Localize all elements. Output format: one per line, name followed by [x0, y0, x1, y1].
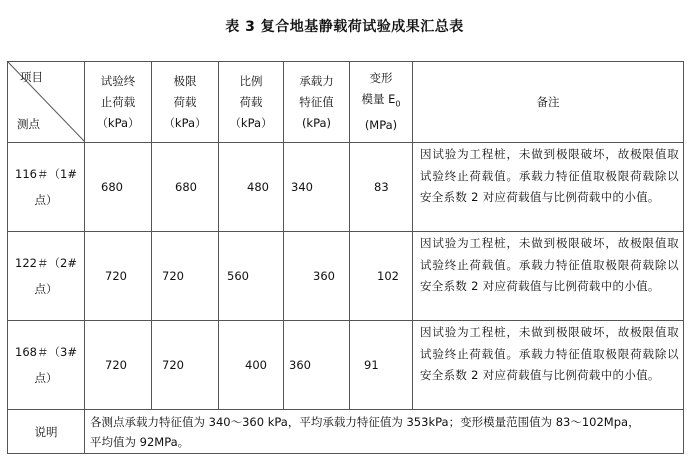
value-cell: 360 — [284, 321, 350, 410]
value-cell: 720 — [85, 321, 152, 410]
value-cell: 102 — [350, 232, 413, 321]
value-cell: 720 — [152, 321, 219, 410]
value-cell: 340 — [284, 143, 350, 232]
table-title: 表 3 复合地基静载荷试验成果汇总表 — [225, 19, 464, 35]
results-table — [7, 61, 684, 454]
table-row — [8, 143, 684, 232]
header-proportional-load: 比例 荷载 （kPa） — [219, 62, 284, 143]
value-cell: 680 — [152, 143, 219, 232]
note-row — [8, 410, 684, 454]
value-cell: 680 — [85, 143, 152, 232]
table-row — [8, 321, 684, 410]
value-cell: 360 — [284, 232, 350, 321]
corner-label-point: 测点 — [17, 117, 40, 131]
header-deformation-modulus: 变形 模量 $E_0$ (MPa) — [350, 62, 413, 143]
header-bearing-capacity: 承载力 特征值 (kPa) — [284, 62, 350, 143]
remark-cell: 因试验为工程桩，未做到极限破坏，故极限值取试验终止荷载值。承载力特征值取极限荷载除以安全系数 2 对应荷载值与比例荷载中的小值。 — [413, 143, 684, 232]
corner-header-cell — [8, 62, 85, 143]
remark-cell: 因试验为工程桩，未做到极限破坏，故极限值取试验终止荷载值。承载力特征值取极限荷载除以安全系数 2 对应荷载值与比例荷载中的小值。 — [413, 232, 684, 321]
note-label: 说明 — [8, 410, 85, 454]
point-cell: 122＃（2# 点） — [8, 232, 85, 321]
table-row — [8, 232, 684, 321]
header-row — [8, 62, 684, 143]
value-cell: 91 — [350, 321, 413, 410]
value-cell: 83 — [350, 143, 413, 232]
value-cell: 400 — [219, 321, 284, 410]
value-cell: 480 — [219, 143, 284, 232]
value-cell: 560 — [219, 232, 284, 321]
corner-label-item: 项目 — [20, 70, 43, 84]
note-text: 各测点承载力特征值为 340～360 kPa，平均承载力特征值为 353kPa；变形模量范围值为 83～102Mpa， 平均值为 92MPa。 — [85, 410, 684, 454]
point-cell: 116＃（1# 点） — [8, 143, 85, 232]
header-remark: 备注 — [413, 62, 684, 143]
value-cell: 720 — [85, 232, 152, 321]
value-cell: 720 — [152, 232, 219, 321]
remark-cell: 因试验为工程桩，未做到极限破坏，故极限值取试验终止荷载值。承载力特征值取极限荷载除以安全系数 2 对应荷载值与比例荷载中的小值。 — [413, 321, 684, 410]
header-ultimate-load: 极限 荷载 （kPa） — [152, 62, 219, 143]
header-test-end-load: 试验终 止荷载 （kPa） — [85, 62, 152, 143]
point-cell: 168＃（3# 点） — [8, 321, 85, 410]
